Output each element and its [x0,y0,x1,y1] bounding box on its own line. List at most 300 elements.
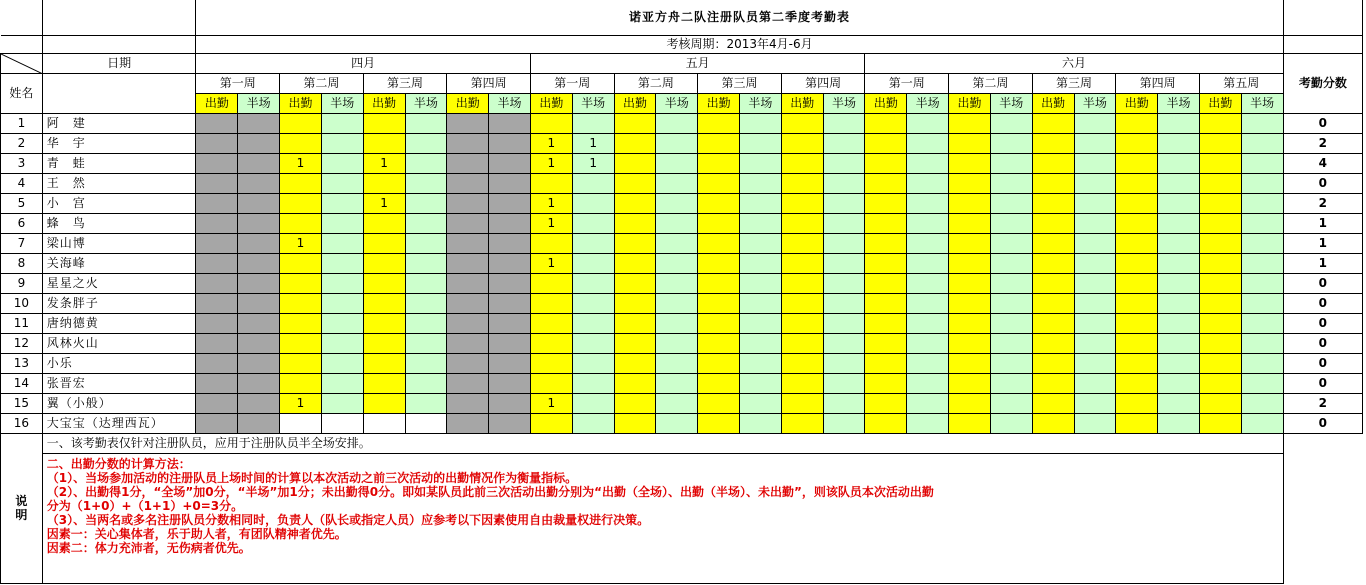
half-cell[interactable] [1074,233,1116,253]
attend-cell[interactable] [865,133,907,153]
half-cell[interactable] [1241,233,1283,253]
half-cell[interactable] [907,113,949,133]
attend-cell[interactable] [447,153,489,173]
half-cell[interactable] [740,213,782,233]
half-cell[interactable] [1074,173,1116,193]
attend-cell[interactable] [447,173,489,193]
attend-cell[interactable] [1116,213,1158,233]
attend-cell[interactable] [363,133,405,153]
attend-cell[interactable]: 1 [530,393,572,413]
attend-cell[interactable] [865,313,907,333]
attend-cell[interactable] [447,313,489,333]
attend-cell[interactable] [1199,253,1241,273]
member-name[interactable]: 发条胖子 [42,293,196,313]
half-cell[interactable] [405,173,447,193]
attend-cell[interactable] [447,253,489,273]
member-name[interactable]: 唐纳德黄 [42,313,196,333]
half-cell[interactable] [907,173,949,193]
half-cell[interactable] [823,193,865,213]
attend-cell[interactable] [781,133,823,153]
half-cell[interactable] [823,333,865,353]
attend-cell[interactable] [949,313,991,333]
half-cell[interactable] [405,233,447,253]
half-cell[interactable] [1241,153,1283,173]
half-cell[interactable] [321,253,363,273]
attend-cell[interactable] [280,293,322,313]
half-cell[interactable] [321,393,363,413]
attend-cell[interactable]: 1 [530,193,572,213]
attend-cell[interactable] [614,133,656,153]
attend-cell[interactable] [363,333,405,353]
attend-cell[interactable] [447,133,489,153]
attend-cell[interactable] [363,413,405,433]
attend-cell[interactable] [949,133,991,153]
half-cell[interactable] [572,293,614,313]
attend-cell[interactable] [196,413,238,433]
attend-cell[interactable] [781,273,823,293]
half-cell[interactable] [572,233,614,253]
attend-cell[interactable] [949,193,991,213]
half-cell[interactable] [907,413,949,433]
half-cell[interactable] [990,313,1032,333]
member-name[interactable]: 小乐 [42,353,196,373]
attend-cell[interactable] [1116,333,1158,353]
attend-cell[interactable] [614,233,656,253]
half-cell[interactable] [907,293,949,313]
attend-cell[interactable] [865,273,907,293]
half-cell[interactable] [990,153,1032,173]
attend-cell[interactable] [614,353,656,373]
attend-cell[interactable] [698,353,740,373]
attend-cell[interactable] [363,173,405,193]
member-name[interactable]: 大宝宝（达理西瓦） [42,413,196,433]
attend-cell[interactable] [698,233,740,253]
attend-cell[interactable] [363,353,405,373]
attend-cell[interactable] [1032,413,1074,433]
half-cell[interactable] [656,153,698,173]
attend-cell[interactable] [781,113,823,133]
half-cell[interactable] [907,253,949,273]
attend-cell[interactable] [865,413,907,433]
attend-cell[interactable] [447,113,489,133]
attend-cell[interactable] [447,233,489,253]
half-cell[interactable] [489,193,531,213]
attend-cell[interactable] [614,173,656,193]
half-cell[interactable] [1074,253,1116,273]
attend-cell[interactable] [447,353,489,373]
half-cell[interactable] [489,313,531,333]
attend-cell[interactable]: 1 [530,133,572,153]
attend-cell[interactable] [949,273,991,293]
half-cell[interactable] [656,413,698,433]
half-cell[interactable] [321,353,363,373]
attend-cell[interactable] [196,133,238,153]
half-cell[interactable] [1241,173,1283,193]
half-cell[interactable] [1074,113,1116,133]
half-cell[interactable] [572,193,614,213]
half-cell[interactable] [1158,213,1200,233]
attend-cell[interactable] [1116,153,1158,173]
half-cell[interactable] [656,313,698,333]
half-cell[interactable] [572,113,614,133]
half-cell[interactable] [990,353,1032,373]
half-cell[interactable] [740,273,782,293]
attend-cell[interactable] [280,313,322,333]
member-name[interactable]: 王 然 [42,173,196,193]
attend-cell[interactable]: 1 [280,233,322,253]
attend-cell[interactable] [280,193,322,213]
half-cell[interactable] [489,253,531,273]
half-cell[interactable] [1074,353,1116,373]
half-cell[interactable] [572,213,614,233]
attend-cell[interactable] [781,193,823,213]
half-cell[interactable] [990,193,1032,213]
attend-cell[interactable] [196,253,238,273]
attend-cell[interactable] [1116,313,1158,333]
half-cell[interactable] [572,413,614,433]
half-cell[interactable] [572,353,614,373]
attend-cell[interactable]: 1 [363,153,405,173]
half-cell[interactable] [990,293,1032,313]
attend-cell[interactable]: 1 [530,153,572,173]
attend-cell[interactable] [1032,393,1074,413]
attend-cell[interactable] [865,193,907,213]
half-cell[interactable] [823,413,865,433]
attend-cell[interactable] [363,213,405,233]
half-cell[interactable] [656,273,698,293]
attend-cell[interactable] [1032,173,1074,193]
half-cell[interactable] [1241,413,1283,433]
attend-cell[interactable] [196,233,238,253]
half-cell[interactable] [990,393,1032,413]
attend-cell[interactable] [865,153,907,173]
attend-cell[interactable] [614,373,656,393]
half-cell[interactable] [1241,253,1283,273]
half-cell[interactable] [823,293,865,313]
attend-cell[interactable] [1199,133,1241,153]
attend-cell[interactable] [865,373,907,393]
half-cell[interactable] [238,233,280,253]
attend-cell[interactable]: 1 [530,213,572,233]
half-cell[interactable] [1241,313,1283,333]
attend-cell[interactable] [781,153,823,173]
attend-cell[interactable] [1032,153,1074,173]
attend-cell[interactable] [865,173,907,193]
attend-cell[interactable] [196,113,238,133]
half-cell[interactable] [1074,413,1116,433]
attend-cell[interactable] [196,293,238,313]
member-name[interactable]: 蜂 鸟 [42,213,196,233]
half-cell[interactable] [489,373,531,393]
attend-cell[interactable] [1199,193,1241,213]
attend-cell[interactable] [865,333,907,353]
attend-cell[interactable] [530,373,572,393]
half-cell[interactable] [489,393,531,413]
half-cell[interactable] [990,233,1032,253]
member-name[interactable]: 小 宫 [42,193,196,213]
attend-cell[interactable] [530,353,572,373]
half-cell[interactable] [740,293,782,313]
attend-cell[interactable] [1032,353,1074,373]
attend-cell[interactable] [949,373,991,393]
half-cell[interactable] [1158,413,1200,433]
attend-cell[interactable] [1199,333,1241,353]
attend-cell[interactable] [1116,273,1158,293]
attend-cell[interactable] [698,213,740,233]
half-cell[interactable] [740,413,782,433]
attend-cell[interactable] [1032,293,1074,313]
attend-cell[interactable] [1199,313,1241,333]
attend-cell[interactable] [280,413,322,433]
attend-cell[interactable] [949,173,991,193]
attend-cell[interactable]: 1 [280,153,322,173]
attend-cell[interactable] [698,153,740,173]
attend-cell[interactable] [363,253,405,273]
attend-cell[interactable] [1032,133,1074,153]
attend-cell[interactable] [614,273,656,293]
half-cell[interactable] [405,373,447,393]
half-cell[interactable] [656,173,698,193]
attend-cell[interactable] [781,313,823,333]
half-cell[interactable] [823,233,865,253]
attend-cell[interactable] [530,413,572,433]
half-cell[interactable] [489,213,531,233]
half-cell[interactable] [1158,293,1200,313]
half-cell[interactable] [321,413,363,433]
attend-cell[interactable] [1116,413,1158,433]
half-cell[interactable] [907,213,949,233]
attend-cell[interactable] [280,213,322,233]
half-cell[interactable] [238,253,280,273]
half-cell[interactable] [1158,253,1200,273]
half-cell[interactable]: 1 [572,153,614,173]
half-cell[interactable] [907,333,949,353]
half-cell[interactable] [1158,353,1200,373]
attend-cell[interactable] [196,333,238,353]
attend-cell[interactable] [865,393,907,413]
attend-cell[interactable] [447,373,489,393]
member-name[interactable]: 翼（小般） [42,393,196,413]
attend-cell[interactable] [865,233,907,253]
attend-cell[interactable] [781,373,823,393]
attend-cell[interactable]: 1 [280,393,322,413]
attend-cell[interactable] [865,293,907,313]
attend-cell[interactable] [280,353,322,373]
attend-cell[interactable] [280,273,322,293]
attend-cell[interactable] [614,153,656,173]
attend-cell[interactable]: 1 [363,193,405,213]
attend-cell[interactable] [614,253,656,273]
attend-cell[interactable] [447,413,489,433]
attend-cell[interactable] [363,293,405,313]
half-cell[interactable] [321,233,363,253]
attend-cell[interactable] [614,213,656,233]
half-cell[interactable] [238,293,280,313]
attend-cell[interactable] [196,313,238,333]
half-cell[interactable] [656,293,698,313]
attend-cell[interactable] [1032,213,1074,233]
attend-cell[interactable] [698,313,740,333]
attend-cell[interactable] [530,273,572,293]
half-cell[interactable] [572,373,614,393]
half-cell[interactable] [1241,333,1283,353]
half-cell[interactable] [1158,373,1200,393]
half-cell[interactable] [656,193,698,213]
attend-cell[interactable] [447,273,489,293]
member-name[interactable]: 华 宇 [42,133,196,153]
half-cell[interactable] [321,153,363,173]
half-cell[interactable] [1241,213,1283,233]
attend-cell[interactable] [196,353,238,373]
half-cell[interactable] [238,413,280,433]
attend-cell[interactable] [196,153,238,173]
attend-cell[interactable] [363,233,405,253]
attend-cell[interactable] [447,293,489,313]
half-cell[interactable] [405,273,447,293]
attend-cell[interactable] [1032,373,1074,393]
attend-cell[interactable] [1199,393,1241,413]
attend-cell[interactable] [1116,373,1158,393]
attend-cell[interactable] [949,153,991,173]
half-cell[interactable] [990,333,1032,353]
half-cell[interactable] [823,273,865,293]
attend-cell[interactable] [698,173,740,193]
attend-cell[interactable] [1199,153,1241,173]
half-cell[interactable] [1074,193,1116,213]
half-cell[interactable] [1074,313,1116,333]
attend-cell[interactable] [363,273,405,293]
half-cell[interactable] [489,413,531,433]
half-cell[interactable] [321,173,363,193]
attend-cell[interactable] [781,333,823,353]
half-cell[interactable] [907,313,949,333]
half-cell[interactable] [405,213,447,233]
half-cell[interactable] [572,173,614,193]
half-cell[interactable] [238,373,280,393]
attend-cell[interactable] [447,393,489,413]
attend-cell[interactable] [1116,233,1158,253]
half-cell[interactable] [740,373,782,393]
attend-cell[interactable] [530,173,572,193]
member-name[interactable]: 张晋宏 [42,373,196,393]
attend-cell[interactable] [1199,293,1241,313]
half-cell[interactable] [1074,273,1116,293]
half-cell[interactable] [238,353,280,373]
attend-cell[interactable] [1116,193,1158,213]
half-cell[interactable] [823,373,865,393]
half-cell[interactable] [489,353,531,373]
half-cell[interactable] [489,113,531,133]
attend-cell[interactable] [1199,373,1241,393]
attend-cell[interactable] [280,133,322,153]
half-cell[interactable] [907,373,949,393]
half-cell[interactable] [1158,113,1200,133]
half-cell[interactable] [740,313,782,333]
half-cell[interactable] [907,393,949,413]
attend-cell[interactable] [949,413,991,433]
attend-cell[interactable] [1199,213,1241,233]
half-cell[interactable] [321,373,363,393]
half-cell[interactable] [990,273,1032,293]
half-cell[interactable] [405,333,447,353]
half-cell[interactable] [990,133,1032,153]
attend-cell[interactable] [363,393,405,413]
half-cell[interactable] [823,213,865,233]
attend-cell[interactable] [1032,313,1074,333]
half-cell[interactable] [907,153,949,173]
half-cell[interactable] [405,193,447,213]
member-name[interactable]: 阿 建 [42,113,196,133]
half-cell[interactable] [572,273,614,293]
attend-cell[interactable] [1032,273,1074,293]
attend-cell[interactable] [865,213,907,233]
half-cell[interactable] [990,173,1032,193]
attend-cell[interactable] [280,253,322,273]
half-cell[interactable] [1241,293,1283,313]
half-cell[interactable] [489,133,531,153]
attend-cell[interactable] [698,253,740,273]
half-cell[interactable] [990,373,1032,393]
attend-cell[interactable] [1032,253,1074,273]
half-cell[interactable] [405,353,447,373]
attend-cell[interactable] [196,213,238,233]
attend-cell[interactable] [530,233,572,253]
half-cell[interactable] [907,273,949,293]
half-cell[interactable] [1241,353,1283,373]
attend-cell[interactable] [1032,113,1074,133]
attend-cell[interactable] [698,133,740,153]
half-cell[interactable] [572,333,614,353]
attend-cell[interactable] [530,313,572,333]
half-cell[interactable] [656,133,698,153]
attend-cell[interactable] [1199,413,1241,433]
attend-cell[interactable] [1116,133,1158,153]
half-cell[interactable] [1074,333,1116,353]
attend-cell[interactable] [949,393,991,413]
half-cell[interactable] [656,333,698,353]
attend-cell[interactable] [949,353,991,373]
half-cell[interactable] [1241,373,1283,393]
attend-cell[interactable] [530,333,572,353]
attend-cell[interactable] [698,273,740,293]
half-cell[interactable] [740,333,782,353]
half-cell[interactable] [405,413,447,433]
attend-cell[interactable] [614,333,656,353]
half-cell[interactable] [1074,393,1116,413]
attend-cell[interactable] [949,333,991,353]
half-cell[interactable] [740,353,782,373]
half-cell[interactable] [405,253,447,273]
half-cell[interactable] [823,113,865,133]
attend-cell[interactable] [698,393,740,413]
half-cell[interactable] [1074,153,1116,173]
half-cell[interactable] [990,253,1032,273]
half-cell[interactable] [238,313,280,333]
attend-cell[interactable] [614,293,656,313]
half-cell[interactable] [656,233,698,253]
half-cell[interactable] [1158,193,1200,213]
half-cell[interactable] [238,153,280,173]
member-name[interactable]: 关海峰 [42,253,196,273]
half-cell[interactable] [1158,133,1200,153]
attend-cell[interactable] [781,393,823,413]
half-cell[interactable] [405,393,447,413]
attend-cell[interactable] [1032,333,1074,353]
half-cell[interactable] [1074,213,1116,233]
half-cell[interactable] [489,333,531,353]
half-cell[interactable] [1158,153,1200,173]
half-cell[interactable] [321,133,363,153]
